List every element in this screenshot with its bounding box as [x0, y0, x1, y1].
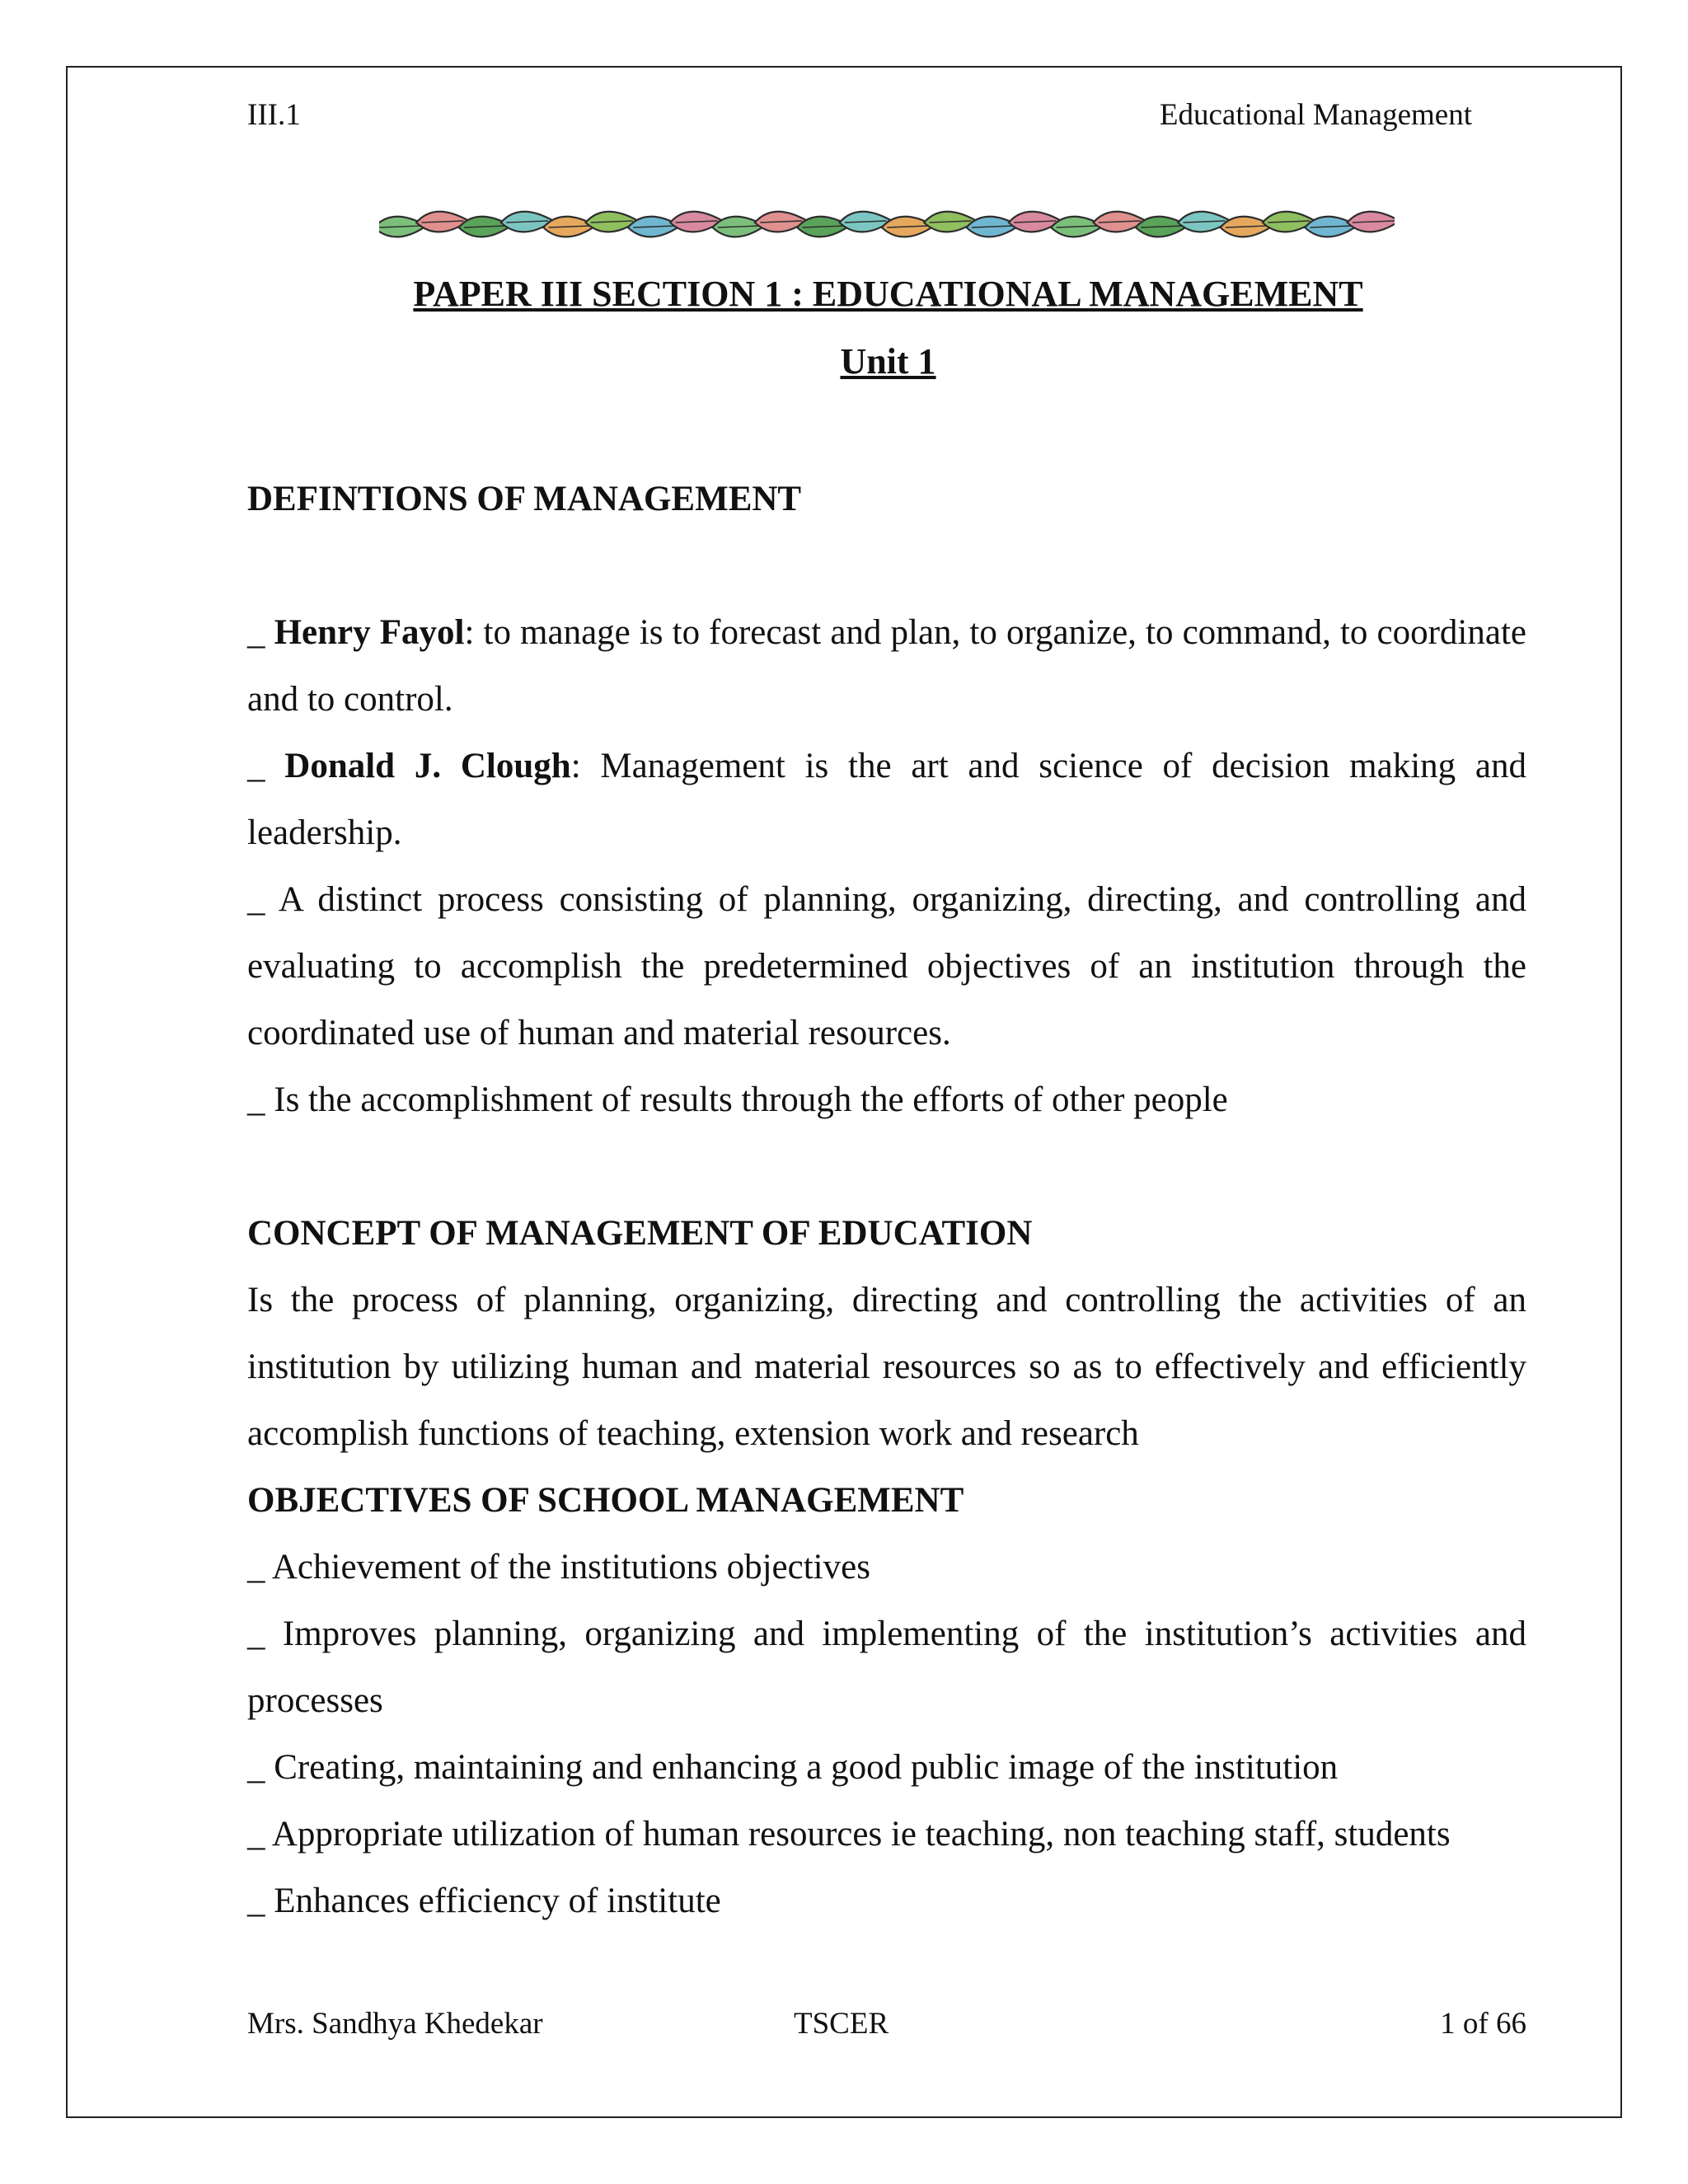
objective-item: _ Appropriate utilization of human resources ie teaching, non teaching staff, students: [247, 1815, 1451, 1854]
concept-heading: CONCEPT OF MANAGEMENT OF EDUCATION: [247, 1214, 1033, 1253]
objectives-heading: OBJECTIVES OF SCHOOL MANAGEMENT: [247, 1481, 964, 1520]
header-section-number: III.1: [247, 98, 301, 132]
definition-author: Donald J. Clough: [284, 747, 571, 785]
leaf-garland-ornament: [379, 202, 1395, 248]
objective-item: _ Enhances efficiency of institute: [247, 1882, 721, 1920]
objective-item: _ Improves planning, organizing and implementing of the institution’s activities and processes: [247, 1615, 1526, 1720]
definition-item: _ Is the accomplishment of results through the efforts of other people: [247, 1080, 1228, 1119]
page-number: 1 of 66: [1440, 2007, 1526, 2041]
definition-item: _ Donald J. Clough: Management is the art and science of decision making and leadership.: [247, 747, 1526, 852]
definition-item: _ A distinct process consisting of planning, organizing, directing, and controlling and evaluating to accomplish the predetermined objectives of an institution through the coordinated use of human and material resources.: [247, 880, 1526, 1052]
footer-author: Mrs. Sandhya Khedekar: [247, 2007, 543, 2041]
objective-item: _ Creating, maintaining and enhancing a good public image of the institution: [247, 1748, 1339, 1787]
paper-title: PAPER III SECTION 1 : EDUCATIONAL MANAGEMENT: [413, 274, 1363, 314]
definitions-heading: DEFINTIONS OF MANAGEMENT: [247, 480, 802, 518]
unit-title: Unit 1: [840, 341, 936, 382]
header-subject: Educational Management: [1159, 98, 1472, 132]
objective-item: _ Achievement of the institutions objectives: [247, 1548, 870, 1586]
footer-organization: TSCER: [794, 2007, 889, 2041]
concept-paragraph: Is the process of planning, organizing, directing and controlling the activities of an institution by utilizing human and material resources so as to effectively and efficiently accomplish functions of teaching, extension work and research: [247, 1281, 1526, 1453]
main-content: [247, 466, 1526, 1934]
definition-author: Henry Fayol: [274, 613, 465, 652]
definition-item: _ Henry Fayol: to manage is to forecast and plan, to organize, to command, to coordinate and to control.: [247, 613, 1526, 719]
